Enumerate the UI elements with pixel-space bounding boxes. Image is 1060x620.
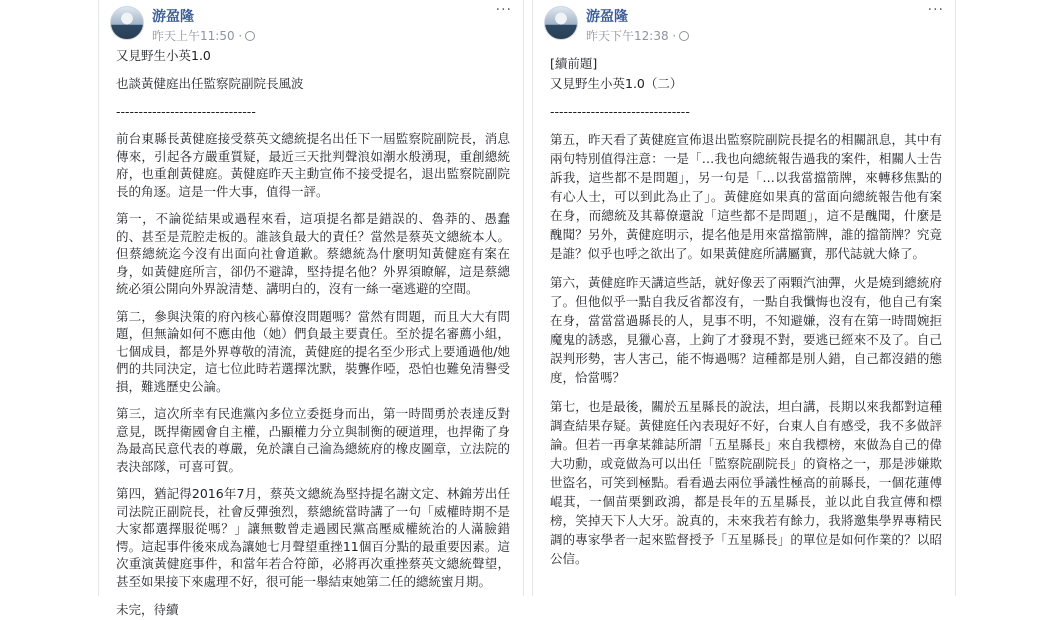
paragraph: 第一，不論從結果或過程來看，這項提名都是錯誤的、魯莽的、愚蠢的、甚至是荒腔走板的。誰該負最大的責任？當然是蔡英文總統本人。但蔡總統迄今沒有出面向社會道歉。蔡總統為什麼明知黃健庭有案在身，如黃健庭所言，卻仍不避諱，堅持提名他？外界須瞭解，這是蔡總統必須公開向外界說清楚、講明白的，沒有一絲一毫逃避的空間。 — [116, 211, 510, 296]
post-header — [102, 0, 520, 46]
more-options-icon[interactable]: ··· — [927, 2, 944, 18]
paragraph: 第二，參與決策的府內核心幕僚沒問題嗎？當然有問題，而且大大有問題，但無論如何不應由他（她）們負最主要責任。至於提名審薦小組，七個成員，都是外界尊敬的清流，黃健庭的提名至少形式上要通過他/她們的共同決定，這七位此時若選擇沈默，裝聾作啞，恐怕也難免清譽受損，難逃歷史公論。 — [116, 308, 510, 394]
facebook-post-left — [102, 0, 520, 617]
avatar[interactable] — [544, 6, 578, 40]
column-divider — [98, 0, 99, 596]
post-body — [536, 46, 952, 568]
post-subtitle: 也談黃健庭出任監察院副院長風波 — [116, 76, 304, 91]
post-title: [續前題] — [550, 56, 598, 71]
author-name[interactable]: 游盈隆 — [152, 9, 194, 25]
column-divider — [955, 0, 956, 596]
post-header — [536, 0, 952, 46]
post-title: 又見野生小英1.0 — [116, 48, 211, 63]
paragraph: 第四，猶記得2016年7月，蔡英文總統為堅持提名謝文定、林錦芳出任司法院正副院長，社會反彈強烈，蔡總統當時講了一句「威權時期不是大家都選擇服從嗎？」讓無數曾走過國民黨高壓威權統治的人滿臉錯愕。這起事件後來成為讓她七月聲望重挫11個百分點的最重要因素。這次重演黃健庭事件，和當年若合符節，必將再次重挫蔡英文總統聲望，甚至如果接下來處理不好，很可能一舉結束她第二任的總統蜜月期。 — [116, 486, 510, 589]
timestamp-text[interactable]: 昨天上午11:50 · — [152, 29, 243, 43]
post-subtitle: 又見野生小英1.0（二） — [550, 76, 683, 91]
post-footer: 未完，待續 — [116, 602, 179, 617]
globe-icon — [679, 31, 689, 41]
timestamp-text[interactable]: 昨天下午12:38 · — [586, 29, 677, 43]
post-body — [102, 46, 520, 620]
author-name[interactable]: 游盈隆 — [586, 9, 628, 25]
paragraph: 第七，也是最後，關於五星縣長的說法，坦白講，長期以來我都對這種調查結果存疑。黃健庭任內表現好不好，台東人自有感受，我不多做評論。但若一再拿某雜誌所謂「五星縣長」來自我標榜，來做為自己的偉大功勳，或竟做為可以出任「監察院副院長」的資格之一，那是涉嫌欺世盜名，可笑到極點。看看過去兩位爭議性極高的前縣長，一個花蓮傅崐萁，一個苗栗劉政鴻，都是長年的五星縣長，並以此自我宣傳和標榜，笑掉天下人大牙。說真的，未來我若有餘力，我將邀集學界專精民調的專家學者一起來監督授予「五星縣長」的單位是如何作業的？以昭公信。 — [550, 399, 942, 566]
text-divider: ------------------------------- — [116, 104, 256, 119]
column-divider — [532, 0, 533, 596]
post-timestamp[interactable] — [152, 27, 255, 44]
paragraph: 第五，昨天看了黃健庭宣佈退出監察院副院長提名的相關訊息，其中有兩句特別值得注意：一是「…我也向總統報告過我的案件，相關人士告訴我，這些都不是問題」，另一句是「…以我當擋箭牌，來轉移焦點的有心人士，可以到此為止了」。黃健庭如果真的當面向總統報告他有案在身，而總統及其幕僚還說「這些都不是問題」，這不是醜聞，什麼是醜聞？另外，黃健庭明示，提名他是用來當擋箭牌，誰的擋箭牌？究竟是誰？似乎也呼之欲出了。如果黃健庭所講屬實，那代誌就大條了。 — [550, 132, 942, 261]
paragraph: 第三，這次所幸有民進黨內多位立委挺身而出，第一時間勇於表達反對意見，既捍衛國會自主權，凸顯權力分立與制衡的硬道理，也捍衛了身為最高民意代表的尊嚴，免於讓自己淪為總統府的橡皮圖章，立法院的表決部隊，可喜可賀。 — [116, 406, 510, 474]
globe-icon — [245, 31, 255, 41]
facebook-post-right — [536, 0, 952, 596]
avatar[interactable] — [110, 6, 144, 40]
paragraph: 第六，黃健庭昨天講這些話，就好像丟了兩顆汽油彈，火是燒到總統府了。但他似乎一點自我反省都沒有，一點自我懺悔也沒有，他自己有案在身，當當當過縣長的人，見事不明，不知避嫌，沒有在第一時間婉拒魔鬼的誘惑，見獵心喜，上鉤了才發現不對，要逃已經來不及了。自己誤判形勢，害人害己，能不悔過嗎？這種都是別人錯，自己都沒錯的態度，恰當嗎？ — [550, 275, 942, 385]
more-options-icon[interactable]: ··· — [495, 2, 512, 18]
paragraph: 前台東縣長黃健庭接受蔡英文總統提名出任下一屆監察院副院長，消息傳來，引起各方嚴重質疑，最近三天批判聲浪如潮水般湧現，重創總統府，也重創黃健庭。黃健庭昨天主動宣佈不接受提名，退出監察院副院長的角逐。這是一件大事，值得一評。 — [116, 131, 510, 199]
post-timestamp[interactable] — [586, 27, 689, 44]
text-divider: ------------------------------- — [550, 104, 690, 119]
column-divider — [523, 0, 524, 596]
